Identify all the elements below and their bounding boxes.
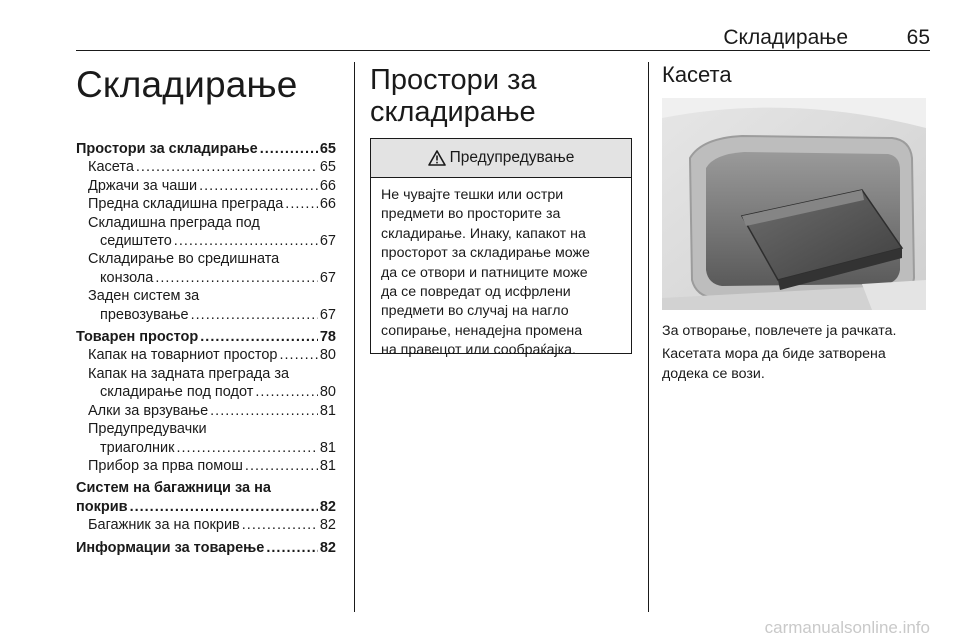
- warning-text-line: предмети во случај на нагло: [381, 303, 569, 320]
- table-of-contents: [76, 140, 336, 557]
- warning-heading: Предупредување: [449, 149, 575, 166]
- toc-entry-label: Систем на багажници за на: [76, 480, 271, 497]
- toc-entry-page: 65: [319, 159, 336, 176]
- toc-entry-page: 66: [319, 196, 336, 213]
- toc-entry[interactable]: [76, 346, 336, 364]
- toc-entry-label: конзола: [100, 269, 154, 286]
- header-section-title: Складирање: [723, 26, 848, 49]
- cassette-caption: [662, 322, 930, 388]
- toc-dot-leader: [279, 346, 317, 364]
- toc-entry-page: 67: [319, 233, 336, 250]
- toc-entry[interactable]: [76, 457, 336, 475]
- toc-entry-page: 67: [319, 269, 336, 286]
- toc-entry[interactable]: [76, 516, 336, 534]
- warning-text-line: да се повредат од исфрлени: [381, 284, 571, 301]
- toc-dot-leader: [191, 306, 318, 324]
- toc-entry[interactable]: [76, 250, 336, 268]
- toc-entry[interactable]: [76, 177, 336, 195]
- warning-header: [371, 139, 631, 178]
- toc-dot-leader: [255, 383, 317, 401]
- toc-entry[interactable]: [76, 195, 336, 213]
- warning-text-line: Не чувајте тешки или остри: [381, 187, 564, 203]
- toc-entry-label: седиштето: [100, 233, 172, 250]
- header-rule: [76, 50, 930, 51]
- toc-entry-page: 80: [319, 347, 336, 364]
- toc-entry-label: Касета: [88, 159, 134, 176]
- watermark: carmanualsonline.info: [764, 618, 930, 637]
- warning-box: [370, 138, 632, 359]
- toc-entry[interactable]: [76, 158, 336, 176]
- toc-dot-leader: [285, 195, 318, 213]
- toc-entry[interactable]: [76, 214, 336, 232]
- toc-entry-page: 67: [319, 306, 336, 323]
- toc-entry[interactable]: [76, 232, 336, 250]
- toc-entry[interactable]: [76, 420, 336, 438]
- caption-closed-line1: Касетата мора да биде затворена: [662, 346, 886, 363]
- caption-closed-note: [662, 345, 930, 384]
- toc-entry-label: Складирање во средишната: [88, 251, 280, 268]
- toc-entry-page: 78: [319, 329, 336, 346]
- toc-entry-label: Складишна преграда под: [88, 214, 260, 231]
- toc-entry[interactable]: [76, 383, 336, 401]
- chapter-title: Складирање: [76, 64, 298, 105]
- toc-entry[interactable]: [76, 402, 336, 420]
- toc-entry-page: 81: [319, 439, 336, 456]
- toc-entry-label: покрив: [76, 498, 128, 515]
- caption-closed-line2: додека се вози.: [662, 365, 765, 382]
- toc-entry-label: Информации за товарење: [76, 539, 265, 556]
- toc-entry-page: 65: [319, 141, 336, 157]
- toc-entry-label: Предупредувачки: [88, 421, 207, 438]
- toc-entry-page: 80: [319, 384, 336, 401]
- toc-entry-label: Багажник за на покрив: [88, 517, 240, 534]
- toc-entry-page: 82: [319, 517, 336, 534]
- toc-entry[interactable]: [76, 439, 336, 457]
- section-title-line2: складирање: [370, 96, 536, 128]
- toc-dot-leader: [130, 498, 318, 516]
- toc-entry-page: 81: [319, 402, 336, 419]
- toc-dot-leader: [242, 516, 318, 534]
- toc-dot-leader: [155, 269, 318, 287]
- toc-entry-label: Прибор за прва помош: [88, 457, 243, 474]
- cassette-title: Касета: [662, 62, 732, 87]
- toc-dot-leader: [174, 232, 318, 250]
- warning-text-line: складирање. Инаку, капакот на: [381, 225, 586, 242]
- warning-text-line: предмети во просторите за: [381, 206, 561, 223]
- caption-open-instruction: За отворање, повлечете ја рачката.: [662, 323, 897, 339]
- toc-dot-leader: [200, 328, 318, 346]
- warning-text-line: да се отвори и патниците може: [381, 264, 588, 281]
- warning-text-line: просторот за складирање може: [381, 245, 590, 262]
- toc-entry[interactable]: [76, 539, 336, 557]
- toc-entry-page: 82: [319, 539, 336, 556]
- toc-entry-label: Капак на товарниот простор: [88, 347, 278, 364]
- toc-entry-page: 81: [319, 457, 336, 474]
- page-number: 65: [906, 26, 930, 49]
- toc-entry[interactable]: [76, 140, 336, 158]
- cassette-photo: [662, 98, 926, 310]
- toc-entry[interactable]: [76, 328, 336, 346]
- toc-entry-label: складирање под подот: [100, 384, 254, 401]
- warning-triangle-icon: [428, 150, 446, 166]
- warning-body: [371, 178, 631, 361]
- toc-entry-label: триаголник: [100, 439, 175, 456]
- toc-entry-page: 82: [319, 498, 336, 515]
- toc-entry-label: Товарен простор: [76, 329, 199, 346]
- column-divider-1: [354, 62, 355, 612]
- toc-entry[interactable]: [76, 269, 336, 287]
- toc-dot-leader: [210, 402, 318, 420]
- toc-entry-label: Предна складишна преграда: [88, 196, 284, 213]
- column-divider-2: [648, 62, 649, 612]
- toc-entry-label: Простори за складирање: [76, 141, 258, 157]
- section-title-line1: Простори за: [370, 64, 537, 96]
- toc-entry[interactable]: [76, 287, 336, 305]
- toc-dot-leader: [245, 457, 318, 475]
- toc-entry[interactable]: [76, 365, 336, 383]
- toc-entry-label: Заден систем за: [88, 288, 200, 305]
- warning-text-line: сопирање, ненадејна промена: [381, 322, 583, 339]
- toc-dot-leader: [136, 158, 318, 176]
- toc-dot-leader: [199, 177, 318, 195]
- toc-entry-label: Алки за врзување: [88, 402, 209, 419]
- toc-entry-page: 66: [319, 177, 336, 194]
- toc-entry[interactable]: [76, 479, 336, 497]
- toc-dot-leader: [177, 439, 318, 457]
- toc-dot-leader: [260, 140, 318, 158]
- section-title: [370, 64, 632, 128]
- warning-text-line: на правецот или сообраќајка.: [381, 342, 576, 359]
- toc-entry[interactable]: [76, 306, 336, 324]
- toc-entry-label: Капак на задната преграда за: [88, 365, 290, 382]
- toc-entry[interactable]: [76, 498, 336, 516]
- toc-entry-label: превозување: [100, 306, 189, 323]
- toc-dot-leader: [266, 539, 318, 557]
- toc-entry-label: Држачи за чаши: [88, 177, 198, 194]
